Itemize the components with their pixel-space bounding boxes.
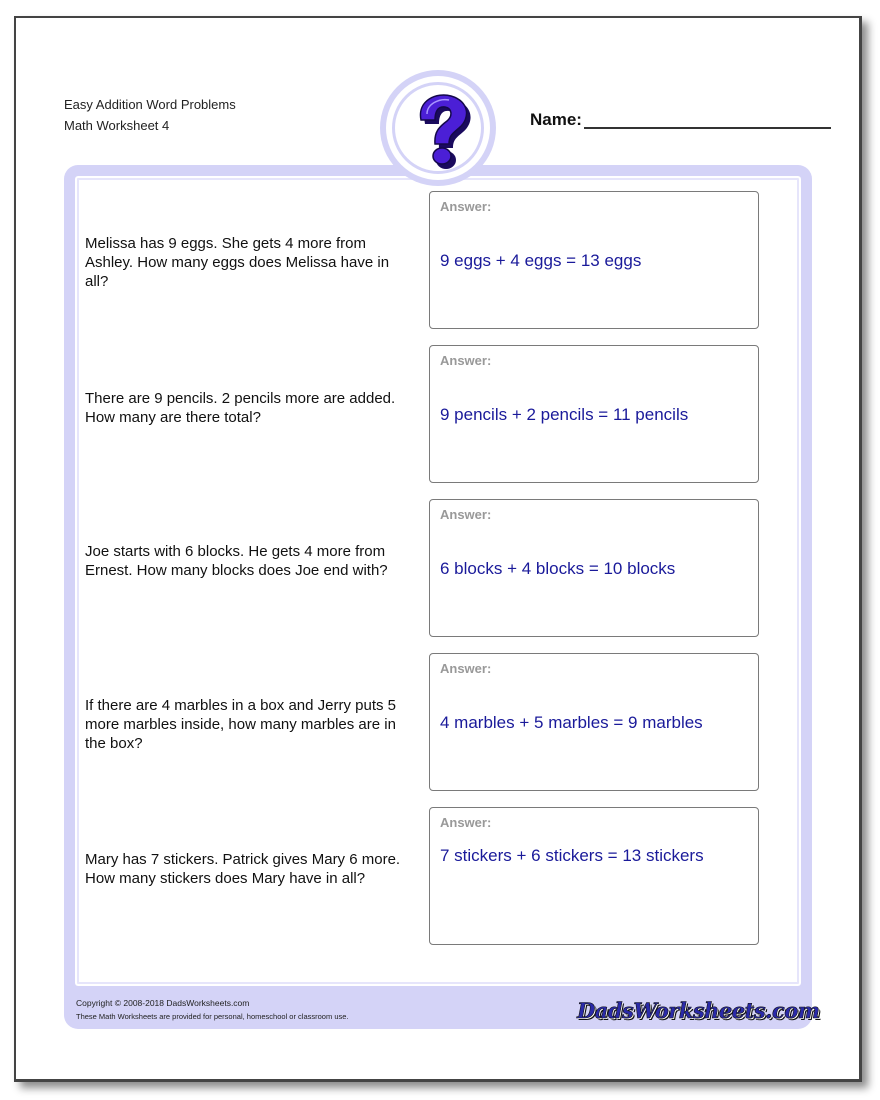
answer-label: Answer: <box>440 507 492 522</box>
answer-text: 4 marbles + 5 marbles = 9 marbles <box>440 713 703 732</box>
answer-label: Answer: <box>440 353 492 368</box>
question-text: Mary has 7 stickers. Patrick gives Mary 6 more. How many stickers does Mary have in all? <box>85 851 401 887</box>
question-text: There are 9 pencils. 2 pencils more are added. How many are there total? <box>85 390 396 426</box>
question-text: Melissa has 9 eggs. She gets 4 more from Ashley. How many eggs does Melissa have in all? <box>85 235 390 290</box>
answer-text: 9 pencils + 2 pencils = 11 pencils <box>440 405 689 424</box>
answer-label: Answer: <box>440 199 492 214</box>
name-label: Name: <box>530 110 582 129</box>
question-text: Joe starts with 6 blocks. He gets 4 more from Ernest. How many blocks does Joe end with? <box>85 543 388 579</box>
question-mark-icon <box>392 82 484 174</box>
answer-box[interactable] <box>429 499 759 637</box>
answer-box[interactable] <box>429 807 759 945</box>
copyright-text: Copyright © 2008-2018 DadsWorksheets.com <box>76 998 250 1008</box>
worksheet-subtitle: Math Worksheet 4 <box>64 118 170 133</box>
answer-text: 7 stickers + 6 stickers = 13 stickers <box>440 846 704 865</box>
worksheet-title: Easy Addition Word Problems <box>64 97 236 112</box>
question-text: If there are 4 marbles in a box and Jerry puts 5 more marbles inside, how many marbles are in the box? <box>85 697 396 752</box>
answer-text: 6 blocks + 4 blocks = 10 blocks <box>440 559 676 578</box>
answer-box[interactable] <box>429 653 759 791</box>
usage-note: These Math Worksheets are provided for personal, homeschool or classroom use. <box>76 1012 349 1021</box>
dadsworksheets-logo: DadsWorksheets.com <box>577 998 820 1023</box>
answer-text: 9 eggs + 4 eggs = 13 eggs <box>440 251 642 270</box>
name-field-line[interactable] <box>584 127 831 129</box>
answer-box[interactable] <box>429 191 759 329</box>
answer-box[interactable] <box>429 345 759 483</box>
answer-label: Answer: <box>440 661 492 676</box>
answer-label: Answer: <box>440 815 492 830</box>
